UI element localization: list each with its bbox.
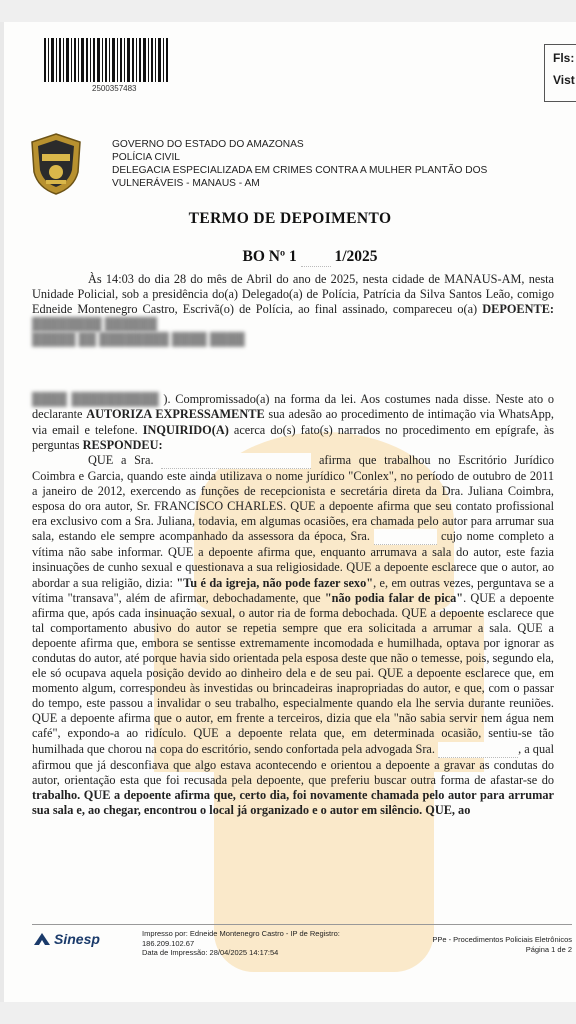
autoriza-label: AUTORIZA EXPRESSAMENTE	[86, 407, 265, 422]
org-line: VULNERÁVEIS - MANAUS - AM	[112, 178, 260, 189]
paragraph-opening: Às 14:03 do dia 28 do mês de Abril do ano de 2025, nesta cidade de MANAUS-AM, nesta Unidade Policial, sob a presidência do(a) Delegado(a) de Polícia, Patrícia da Silva Santos Leão, comigo Edneide Montenegro Castro, Escrivã(o) de Polícia, ao final assinado, compareceu o(a)	[32, 272, 554, 317]
sinesp-logo-icon	[32, 931, 52, 947]
visto-label: Vist	[553, 73, 575, 87]
system-info	[432, 935, 572, 954]
document-title: TERMO DE DEPOIMENTO	[188, 210, 392, 227]
redacted-block	[161, 453, 311, 469]
fls-box	[544, 44, 576, 102]
whatsapp-text: sua adesão ao procedimento de intimação via WhatsApp, via email e telefone.	[32, 407, 554, 437]
printed-info	[142, 929, 340, 958]
print-date: Data de Impressão: 28/04/2025 14:17:54	[142, 948, 279, 957]
redacted-block: █████ ██ ████████ ████ ████	[32, 332, 245, 347]
epigrafe-text: acerca do(s) fato(s) narrados no procedimento em epígrafe, às perguntas	[32, 422, 554, 452]
q4-text: , a qual afirmou que já desconfiava que algo estava acontecendo e orientou a depoente a gravar as condutas do autor, orientação esta que foi recusada pela depoente, que preferiu buscar outra forma de afastar-se do	[32, 741, 554, 787]
depoente-label: DEPOENTE:	[482, 302, 554, 317]
document-body	[32, 272, 554, 818]
page-footer	[32, 924, 572, 957]
sinesp-logo-text: Sinesp	[54, 931, 100, 947]
redacted-block: ████████ ██████	[32, 317, 158, 332]
redacted-block	[438, 742, 518, 758]
bottom-margin	[0, 1002, 576, 1024]
org-line: DELEGACIA ESPECIALIZADA EM CRIMES CONTRA A MULHER PLANTÃO DOS	[112, 165, 488, 176]
printed-by: Impresso por: Edneide Montenegro Castro - IP de Registro:	[142, 929, 340, 938]
bo-suffix: 1/2025	[334, 248, 378, 265]
barcode-number: 2500357483	[92, 84, 137, 93]
page-number: Página 1 de 2	[525, 944, 572, 954]
barcode-image	[44, 38, 168, 82]
redacted-lines	[32, 332, 554, 392]
redacted-block	[301, 248, 331, 267]
quote-religion: "Tu é da igreja, não pode fazer sexo"	[176, 575, 374, 590]
compromissado-text: ). Compromissado(a) na forma da lei. Aos costumes nada disse. Neste ato o declarante	[32, 392, 555, 422]
redacted-block	[374, 529, 436, 545]
q5-bold-text: trabalho. QUE a depoente afirma que, certo dia, foi novamente chamada pelo autor para arrumar sua sala e, ao chegar, encontrou o local já organizado e o autor em silêncio. QUE, ao	[32, 787, 554, 817]
q2-text: , e, em outras vezes, perguntava se a vítima "transava", além de afirmar, debochadamente, que	[32, 575, 554, 605]
redacted-block: ████ ██████████	[32, 392, 159, 407]
quote-insult: "não podia falar de pica"	[324, 590, 464, 605]
system-name: PPe - Procedimentos Policiais Eletrônicos	[432, 935, 572, 944]
organization-header	[112, 138, 552, 190]
top-margin	[0, 0, 576, 22]
fls-label: Fls:	[553, 51, 575, 65]
org-line: GOVERNO DO ESTADO DO AMAZONAS	[112, 139, 304, 150]
bo-prefix: BO Nº 1	[242, 248, 297, 265]
policia-civil-badge-icon	[28, 132, 84, 196]
ip-address: 186.209.102.67	[142, 938, 195, 948]
q1-start: QUE a Sra.	[88, 452, 154, 467]
org-line: POLÍCIA CIVIL	[112, 152, 180, 163]
q1-continuation: cujo nome completo a vítima não sabe informar. QUE a depoente afirma que, enquanto arrumava a sala do autor, este fazia insinuações de cunho sexual e questionava a sua religiosidade. QUE a depoente esclarece que o autor, ao abordar a sua religião, dizia:	[32, 529, 554, 590]
respondeu-label: RESPONDEU:	[82, 437, 163, 452]
inquirido-label: INQUIRIDO(A)	[142, 422, 229, 437]
bo-number	[24, 248, 576, 267]
q1-text: afirma que trabalhou no Escritório Jurídico Coimbra e Garcia, quando este ainda utilizava o nome jurídico "Conlex", no período de outubro de 2011 a janeiro de 2012, exercendo as funções de recepcionista e secretária direta da Dra. Juliana Coimbra, esposa do ora autor, Sr. FRANCISCO CHARLES. QUE a depoente afirma que seu contato profissional era exclusivo com a Sra. Juliana, todavia, em algumas ocasiões, era chamada pelo autor para arrumar sua sala, estando ele sempre acompanhado da assessora da época, Sra.	[32, 452, 555, 544]
document-page	[4, 22, 576, 1002]
q3-text: . QUE a depoente afirma que, após cada insinuação sexual, o autor ria de forma debochada. QUE a depoente esclarece que tal comportamento abusivo do autor se repetia sempre que era solicitada a arrumar a sala. QUE a depoente afirma que, embora se sentisse extremamente incomodada e humilhada, optava por ignorar as condutas do autor, até porque havia sido orientada pela esposa deste que não o temesse, pois, segundo ela, ele só ocupava aquela posição devido ao dinheiro dela e de seu pai. QUE a depoente esclarece que, em momento algum, correspondeu às investidas ou brincadeiras inapropriadas do autor, e que, com o passar do tempo, este passou a invalidar o seu trabalho, especialmente quando ela lhe servia durante reuniões. QUE a depoente afirma que o autor, em frente a terceiros, dizia que ela "não sabia servir nem água nem café", expondo-a ao ridículo. QUE a depoente relata que, em determinada ocasião, sentiu-se tão humilhada que chorou na copa do escritório, sendo confortada pela advogada Sra.	[32, 590, 554, 756]
